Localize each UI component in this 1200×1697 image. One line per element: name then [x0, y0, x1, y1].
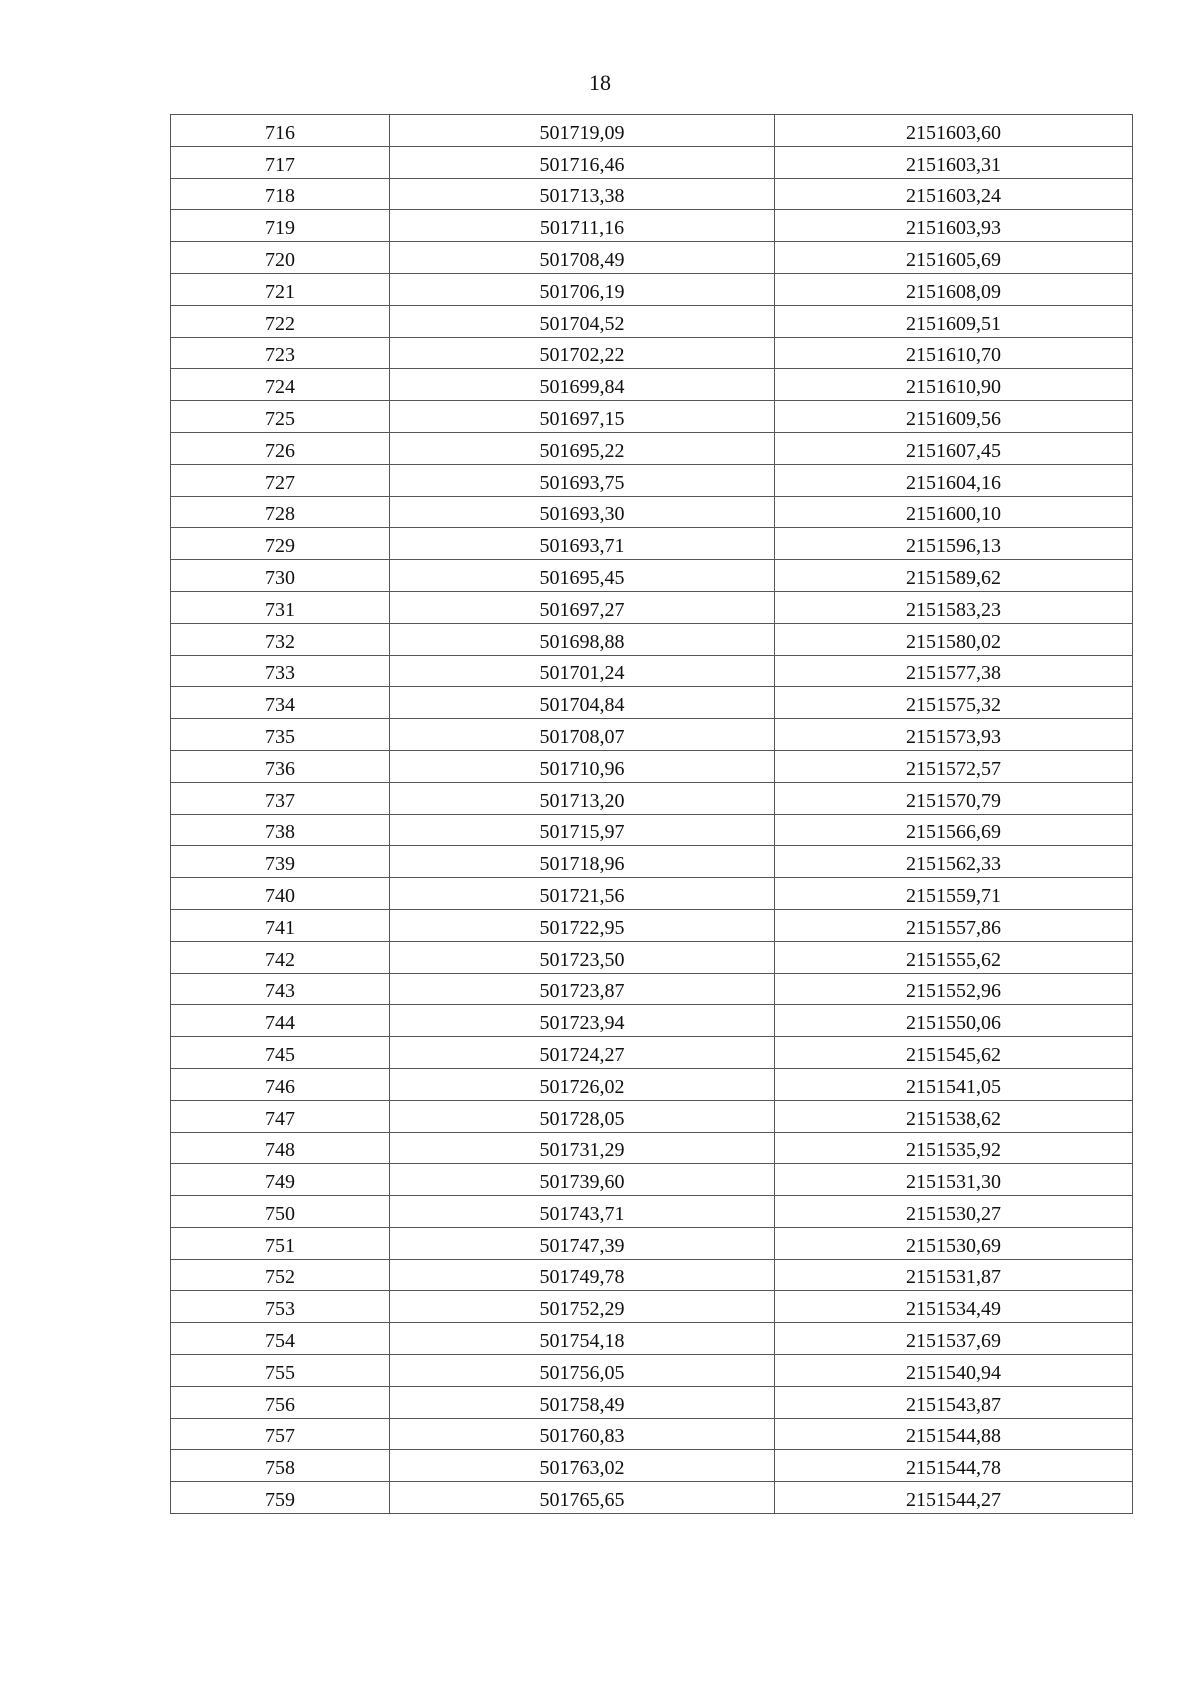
table-row	[171, 909, 1133, 941]
table-row	[171, 178, 1133, 210]
point-number-cell: 735	[171, 719, 390, 751]
point-number-cell: 725	[171, 401, 390, 433]
point-number-cell: 756	[171, 1386, 390, 1418]
x-coordinate-cell: 501708,07	[390, 719, 775, 751]
y-coordinate-cell: 2151534,49	[775, 1291, 1133, 1323]
x-coordinate-cell: 501697,27	[390, 591, 775, 623]
y-coordinate-cell: 2151555,62	[775, 941, 1133, 973]
table-row	[171, 1355, 1133, 1387]
point-number-cell: 734	[171, 687, 390, 719]
y-coordinate-cell: 2151573,93	[775, 719, 1133, 751]
y-coordinate-cell: 2151607,45	[775, 432, 1133, 464]
page-number: 18	[589, 70, 611, 95]
point-number-cell: 752	[171, 1259, 390, 1291]
table-row	[171, 1164, 1133, 1196]
y-coordinate-cell: 2151566,69	[775, 814, 1133, 846]
y-coordinate-cell: 2151610,70	[775, 337, 1133, 369]
point-number-cell: 745	[171, 1037, 390, 1069]
point-number-cell: 747	[171, 1100, 390, 1132]
point-number-cell: 750	[171, 1196, 390, 1228]
y-coordinate-cell: 2151600,10	[775, 496, 1133, 528]
point-number-cell: 722	[171, 305, 390, 337]
x-coordinate-cell: 501693,30	[390, 496, 775, 528]
point-number-cell: 719	[171, 210, 390, 242]
x-coordinate-cell: 501723,94	[390, 1005, 775, 1037]
x-coordinate-cell: 501749,78	[390, 1259, 775, 1291]
point-number-cell: 718	[171, 178, 390, 210]
table-row	[171, 560, 1133, 592]
y-coordinate-cell: 2151559,71	[775, 878, 1133, 910]
x-coordinate-cell: 501716,46	[390, 146, 775, 178]
table-row	[171, 464, 1133, 496]
x-coordinate-cell: 501704,84	[390, 687, 775, 719]
x-coordinate-cell: 501702,22	[390, 337, 775, 369]
y-coordinate-cell: 2151610,90	[775, 369, 1133, 401]
table-row	[171, 1196, 1133, 1228]
y-coordinate-cell: 2151545,62	[775, 1037, 1133, 1069]
table-row	[171, 782, 1133, 814]
x-coordinate-cell: 501760,83	[390, 1418, 775, 1450]
y-coordinate-cell: 2151562,33	[775, 846, 1133, 878]
x-coordinate-cell: 501756,05	[390, 1355, 775, 1387]
point-number-cell: 732	[171, 623, 390, 655]
x-coordinate-cell: 501719,09	[390, 115, 775, 147]
point-number-cell: 739	[171, 846, 390, 878]
table-row	[171, 496, 1133, 528]
point-number-cell: 716	[171, 115, 390, 147]
table-row	[171, 973, 1133, 1005]
y-coordinate-cell: 2151603,60	[775, 115, 1133, 147]
coordinates-table	[170, 114, 1133, 1514]
table-row	[171, 1291, 1133, 1323]
table-row	[171, 878, 1133, 910]
point-number-cell: 723	[171, 337, 390, 369]
x-coordinate-cell: 501701,24	[390, 655, 775, 687]
table-row	[171, 242, 1133, 274]
table-row	[171, 846, 1133, 878]
table-row	[171, 687, 1133, 719]
x-coordinate-cell: 501699,84	[390, 369, 775, 401]
table-row	[171, 941, 1133, 973]
point-number-cell: 743	[171, 973, 390, 1005]
y-coordinate-cell: 2151530,27	[775, 1196, 1133, 1228]
y-coordinate-cell: 2151570,79	[775, 782, 1133, 814]
coordinates-table-body	[171, 115, 1133, 1514]
x-coordinate-cell: 501711,16	[390, 210, 775, 242]
point-number-cell: 753	[171, 1291, 390, 1323]
x-coordinate-cell: 501695,22	[390, 432, 775, 464]
x-coordinate-cell: 501728,05	[390, 1100, 775, 1132]
y-coordinate-cell: 2151603,24	[775, 178, 1133, 210]
point-number-cell: 731	[171, 591, 390, 623]
x-coordinate-cell: 501758,49	[390, 1386, 775, 1418]
point-number-cell: 751	[171, 1227, 390, 1259]
y-coordinate-cell: 2151535,92	[775, 1132, 1133, 1164]
y-coordinate-cell: 2151544,27	[775, 1482, 1133, 1514]
table-row	[171, 273, 1133, 305]
y-coordinate-cell: 2151537,69	[775, 1323, 1133, 1355]
x-coordinate-cell: 501697,15	[390, 401, 775, 433]
y-coordinate-cell: 2151577,38	[775, 655, 1133, 687]
x-coordinate-cell: 501747,39	[390, 1227, 775, 1259]
x-coordinate-cell: 501695,45	[390, 560, 775, 592]
point-number-cell: 748	[171, 1132, 390, 1164]
x-coordinate-cell: 501708,49	[390, 242, 775, 274]
point-number-cell: 758	[171, 1450, 390, 1482]
point-number-cell: 749	[171, 1164, 390, 1196]
point-number-cell: 736	[171, 750, 390, 782]
y-coordinate-cell: 2151544,88	[775, 1418, 1133, 1450]
table-row	[171, 528, 1133, 560]
x-coordinate-cell: 501722,95	[390, 909, 775, 941]
x-coordinate-cell: 501693,71	[390, 528, 775, 560]
point-number-cell: 754	[171, 1323, 390, 1355]
point-number-cell: 728	[171, 496, 390, 528]
x-coordinate-cell: 501718,96	[390, 846, 775, 878]
x-coordinate-cell: 501723,87	[390, 973, 775, 1005]
y-coordinate-cell: 2151609,56	[775, 401, 1133, 433]
point-number-cell: 737	[171, 782, 390, 814]
table-row	[171, 655, 1133, 687]
x-coordinate-cell: 501726,02	[390, 1068, 775, 1100]
point-number-cell: 741	[171, 909, 390, 941]
table-row	[171, 1323, 1133, 1355]
point-number-cell: 759	[171, 1482, 390, 1514]
table-row	[171, 1482, 1133, 1514]
y-coordinate-cell: 2151609,51	[775, 305, 1133, 337]
y-coordinate-cell: 2151605,69	[775, 242, 1133, 274]
x-coordinate-cell: 501710,96	[390, 750, 775, 782]
x-coordinate-cell: 501731,29	[390, 1132, 775, 1164]
y-coordinate-cell: 2151603,31	[775, 146, 1133, 178]
point-number-cell: 724	[171, 369, 390, 401]
point-number-cell: 729	[171, 528, 390, 560]
y-coordinate-cell: 2151552,96	[775, 973, 1133, 1005]
table-row	[171, 1259, 1133, 1291]
x-coordinate-cell: 501763,02	[390, 1450, 775, 1482]
table-row	[171, 719, 1133, 751]
y-coordinate-cell: 2151540,94	[775, 1355, 1133, 1387]
y-coordinate-cell: 2151530,69	[775, 1227, 1133, 1259]
table-row	[171, 337, 1133, 369]
y-coordinate-cell: 2151557,86	[775, 909, 1133, 941]
y-coordinate-cell: 2151541,05	[775, 1068, 1133, 1100]
y-coordinate-cell: 2151596,13	[775, 528, 1133, 560]
y-coordinate-cell: 2151604,16	[775, 464, 1133, 496]
table-row	[171, 401, 1133, 433]
table-row	[171, 1227, 1133, 1259]
table-row	[171, 305, 1133, 337]
point-number-cell: 727	[171, 464, 390, 496]
x-coordinate-cell: 501706,19	[390, 273, 775, 305]
x-coordinate-cell: 501698,88	[390, 623, 775, 655]
x-coordinate-cell: 501723,50	[390, 941, 775, 973]
point-number-cell: 726	[171, 432, 390, 464]
point-number-cell: 717	[171, 146, 390, 178]
table-row	[171, 1132, 1133, 1164]
point-number-cell: 721	[171, 273, 390, 305]
point-number-cell: 757	[171, 1418, 390, 1450]
x-coordinate-cell: 501715,97	[390, 814, 775, 846]
table-row	[171, 432, 1133, 464]
table-row	[171, 146, 1133, 178]
table-row	[171, 210, 1133, 242]
y-coordinate-cell: 2151575,32	[775, 687, 1133, 719]
y-coordinate-cell: 2151543,87	[775, 1386, 1133, 1418]
table-row	[171, 1100, 1133, 1132]
table-row	[171, 369, 1133, 401]
x-coordinate-cell: 501739,60	[390, 1164, 775, 1196]
point-number-cell: 740	[171, 878, 390, 910]
point-number-cell: 742	[171, 941, 390, 973]
point-number-cell: 730	[171, 560, 390, 592]
table-row	[171, 1450, 1133, 1482]
x-coordinate-cell: 501713,38	[390, 178, 775, 210]
y-coordinate-cell: 2151608,09	[775, 273, 1133, 305]
point-number-cell: 733	[171, 655, 390, 687]
x-coordinate-cell: 501704,52	[390, 305, 775, 337]
table-row	[171, 1005, 1133, 1037]
y-coordinate-cell: 2151531,87	[775, 1259, 1133, 1291]
y-coordinate-cell: 2151583,23	[775, 591, 1133, 623]
y-coordinate-cell: 2151550,06	[775, 1005, 1133, 1037]
x-coordinate-cell: 501713,20	[390, 782, 775, 814]
table-row	[171, 750, 1133, 782]
table-row	[171, 814, 1133, 846]
x-coordinate-cell: 501743,71	[390, 1196, 775, 1228]
table-row	[171, 1418, 1133, 1450]
x-coordinate-cell: 501721,56	[390, 878, 775, 910]
point-number-cell: 738	[171, 814, 390, 846]
x-coordinate-cell: 501765,65	[390, 1482, 775, 1514]
x-coordinate-cell: 501752,29	[390, 1291, 775, 1323]
x-coordinate-cell: 501693,75	[390, 464, 775, 496]
y-coordinate-cell: 2151531,30	[775, 1164, 1133, 1196]
table-row	[171, 591, 1133, 623]
point-number-cell: 720	[171, 242, 390, 274]
point-number-cell: 744	[171, 1005, 390, 1037]
table-row	[171, 115, 1133, 147]
y-coordinate-cell: 2151544,78	[775, 1450, 1133, 1482]
point-number-cell: 746	[171, 1068, 390, 1100]
y-coordinate-cell: 2151538,62	[775, 1100, 1133, 1132]
table-row	[171, 623, 1133, 655]
table-row	[171, 1068, 1133, 1100]
table-row	[171, 1386, 1133, 1418]
x-coordinate-cell: 501754,18	[390, 1323, 775, 1355]
y-coordinate-cell: 2151572,57	[775, 750, 1133, 782]
y-coordinate-cell: 2151580,02	[775, 623, 1133, 655]
y-coordinate-cell: 2151603,93	[775, 210, 1133, 242]
x-coordinate-cell: 501724,27	[390, 1037, 775, 1069]
table-row	[171, 1037, 1133, 1069]
point-number-cell: 755	[171, 1355, 390, 1387]
y-coordinate-cell: 2151589,62	[775, 560, 1133, 592]
